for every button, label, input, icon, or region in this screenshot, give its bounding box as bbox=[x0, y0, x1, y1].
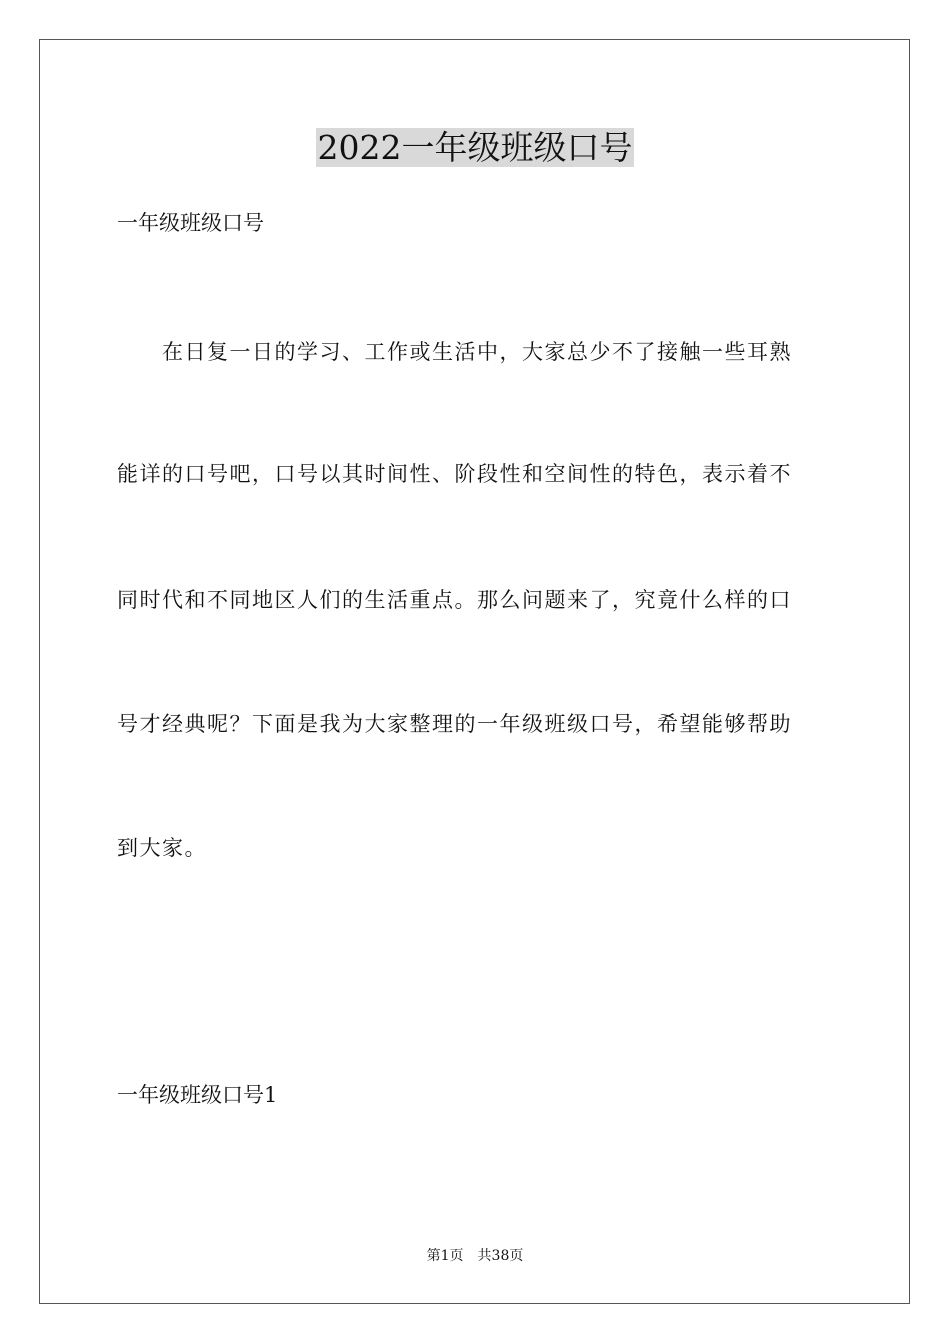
document-title-text: 2022一年级班级口号 bbox=[317, 128, 633, 167]
page-total: 共38页 bbox=[477, 1248, 524, 1264]
page-number: 第1页 bbox=[426, 1248, 464, 1264]
paragraph-line: 能详的口号吧，口号以其时间性、阶段性和空间性的特色，表示着不 bbox=[117, 462, 792, 486]
section-heading: 一年级班级口号1 bbox=[117, 1083, 278, 1107]
paragraph-line: 在日复一日的学习、工作或生活中，大家总少不了接触一些耳熟 bbox=[162, 340, 792, 364]
paragraph-line: 同时代和不同地区人们的生活重点。那么问题来了，究竟什么样的口 bbox=[117, 588, 792, 612]
document-title bbox=[0, 128, 950, 168]
paragraph-line: 到大家。 bbox=[117, 836, 207, 860]
document-subtitle: 一年级班级口号 bbox=[117, 211, 264, 235]
paragraph-line: 号才经典呢？下面是我为大家整理的一年级班级口号，希望能够帮助 bbox=[117, 712, 792, 736]
page-footer bbox=[0, 1246, 950, 1266]
